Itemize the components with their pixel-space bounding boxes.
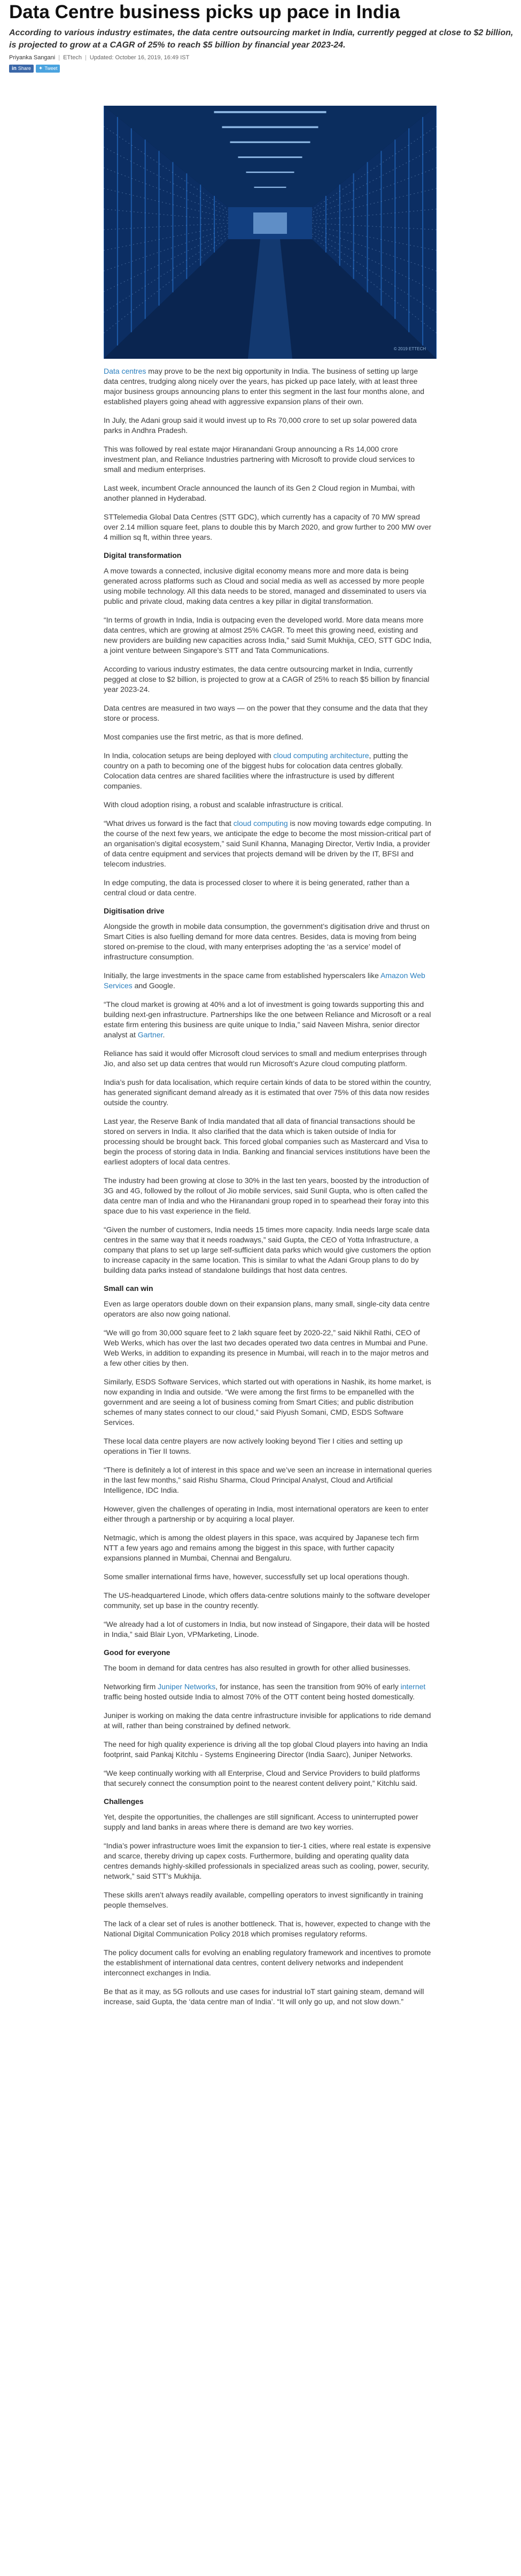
updated-timestamp: Updated: October 16, 2019, 16:49 IST: [89, 54, 190, 61]
paragraph-text: Juniper is working on making the data centre infrastructure invisible for applications to ride demand at will, rather than being constrained by defined network.: [104, 1711, 431, 1730]
section-heading: Digital transformation: [104, 551, 182, 560]
linkedin-share-button[interactable]: [9, 65, 34, 73]
paragraph-text: The need for high quality experience is driving all the top global Cloud players into having an India footprint, said Pankaj Kitchlu - Systems Engineering Director (India Saarc), Juniper Networks.: [104, 1740, 428, 1759]
article-paragraph: [104, 366, 432, 407]
paragraph-text: “What drives us forward is the fact that: [104, 819, 234, 828]
paragraph-text: The lack of a clear set of rules is another bottleneck. That is, however, expected to change with the National Digital Communication Policy 2018 which promises regulatory reforms.: [104, 1919, 431, 1938]
article-paragraph: [104, 1890, 432, 1910]
paragraph-text: Netmagic, which is among the oldest players in this space, was acquired by Japanese tech firm NTT a few years ago and remains among the biggest in this space, with further capacity expansions planned in Mumbai, Chennai and Bengaluru.: [104, 1533, 419, 1562]
share-label: Share: [18, 66, 31, 71]
section-heading: Small can win: [104, 1284, 153, 1293]
paragraph-text: The boom in demand for data centres has also resulted in growth for other allied businesses.: [104, 1664, 411, 1672]
paragraph-text: Yet, despite the opportunities, the challenges are still significant. Access to uninterrupted power supply and land banks in areas where there is demand are two key worries.: [104, 1813, 418, 1831]
article-standfirst: According to various industry estimates, the data centre outsourcing market in India, currently pegged at close to $2 billion, is projected to grow at a CAGR of 25% to reach $5 billion by financial year 2023-24.: [9, 28, 514, 50]
paragraph-text: Some smaller international firms have, however, successfully set up local operations though.: [104, 1572, 409, 1581]
paragraph-text: Last week, incumbent Oracle announced the launch of its Gen 2 Cloud region in Mumbai, with another planned in Hyderabad.: [104, 484, 415, 502]
article-paragraph: [104, 1572, 432, 1582]
article-paragraph: [104, 1663, 432, 1673]
paragraph-text: However, given the challenges of operating in India, most international operators are keen to enter either through a partnership or by acquiring a local player.: [104, 1504, 429, 1523]
paragraph-text: Similarly, ESDS Software Services, which started out with operations in Nashik, its home market, is now expanding in India and outside. “We were among the first firms to be empanelled with the government and are seeing a lot of business coming from Smart Cities; and public distribution schemes of many states connect to our cloud,” said Piyush Somani, CMD, ESDS Software Services.: [104, 1377, 431, 1427]
paragraph-text: “We already had a lot of customers in India, but now instead of Singapore, their data will be hosted in India,” said Blair Lyon, VPMarketing, Linode.: [104, 1620, 430, 1638]
paragraph-text: and Google.: [132, 981, 175, 990]
paragraph-text: Even as large operators double down on their expansion plans, many small, single-city data centre operators are also now going national.: [104, 1299, 430, 1318]
paragraph-text: These local data centre players are now actively looking beyond Tier I cities and setting up operations in Tier II towns.: [104, 1437, 403, 1455]
article-paragraph: [104, 921, 432, 962]
ceiling-light-strip: [254, 187, 286, 188]
paragraph-text: , for instance, has seen the transition from 90% of early: [215, 1682, 401, 1691]
article-paragraph: [104, 732, 432, 742]
paragraph-text: may prove to be the next big opportunity in India. The business of setting up large data centres, trudging along nicely over the years, has picked up pace lately, with at least three major business groups announcing plans to enter this segment in the last four months alone, and established players going ahead with aggressive expansion plans of their own.: [104, 367, 425, 406]
article-paragraph: [104, 512, 432, 542]
far-light: [253, 212, 287, 234]
article-paragraph: [104, 1077, 432, 1108]
inline-link[interactable]: Gartner: [137, 1030, 163, 1039]
paragraph-text: “India’s power infrastructure woes limit the expansion to tier-1 cities, where real estate is expensive and scarce, thereby driving up capex costs. Furthermore, building and operating quality data centres demands highly-skilled professionals in specialized areas such as cooling, power, security, network,” said STT’s Mukhija.: [104, 1841, 431, 1880]
paragraph-text: Be that as it may, as 5G rollouts and use cases for industrial IoT start gaining steam, demand will increase, said Gupta, the ‘data centre man of India’. “It will only go up, and not slow down.”: [104, 1987, 424, 2006]
section-heading: Digitisation drive: [104, 907, 165, 915]
paragraph-text: “The cloud market is growing at 40% and a lot of investment is going towards supporting this and building next-gen infrastructure. Partnerships like the one between Reliance and Microsoft or a real estate firm entering this business are quite unique to India,” said Naveen Mishra, senior director analyst at: [104, 1000, 431, 1039]
paragraph-text: Data centres are measured in two ways — on the power that they consume and the data that they store or process.: [104, 704, 428, 722]
article-paragraph: [104, 483, 432, 503]
article-paragraph: [104, 1504, 432, 1524]
paragraph-text: Last year, the Reserve Bank of India mandated that all data of financial transactions should be stored on servers in India. It also clarified that the data which is taken outside of India for processing should be brought back. This forced global companies such as Mastercard and Visa to begin the process of storing data in India. Banking and financial services institutions have been the earliest adopters of local data centres.: [104, 1117, 430, 1166]
image-credit: © 2019 ETTECH: [393, 346, 426, 351]
paragraph-text: STTelemedia Global Data Centres (STT GDC), which currently has a capacity of 70 MW spread over 2.14 million square feet, plans to double this by March 2020, and grow further to 200 MW over 4 million sq ft, within three years.: [104, 513, 432, 541]
article-paragraph: [104, 971, 432, 991]
hero-image: [104, 106, 437, 359]
article-paragraph: [104, 1436, 432, 1456]
ceiling-light-strip: [238, 156, 302, 158]
paragraph-text: According to various industry estimates, the data centre outsourcing market in India, currently pegged at close to $2 billion, is projected to grow at a CAGR of 25% to reach $5 billion by financial year 2023-24.: [104, 665, 430, 694]
paragraph-text: “We will go from 30,000 square feet to 2 lakh square feet by 2020-22,” said Nikhil Rathi, CEO of Web Werks, which has over the last two decades operated two data centres in Mumbai and Pune. Web Werks, in addition to expanding its presence in Mumbai, will reach in to the major metros and a few other cities by then.: [104, 1328, 429, 1367]
inline-link[interactable]: Amazon Web Services: [104, 971, 425, 990]
article-headline: Data Centre business picks up pace in India: [9, 2, 400, 22]
article-paragraph: [104, 1739, 432, 1760]
ceiling-light-strip: [230, 141, 310, 143]
paragraph-text: India’s push for data localisation, which require certain kinds of data to be stored within the country, has generated significant demand already as it is estimated that over 75% of this data now resides outside the country.: [104, 1078, 431, 1107]
twitter-icon: ✦: [38, 66, 43, 72]
paragraph-text: “We keep continually working with all Enterprise, Cloud and Service Providers to build platforms that securely connect the consumption point to the nearest content delivery point,” Kitchlu said.: [104, 1769, 420, 1787]
ceiling-light-strip: [222, 126, 318, 128]
paragraph-text: These skills aren’t always readily available, compelling operators to invest significantly in training people themselves.: [104, 1890, 423, 1909]
paragraph-text: The policy document calls for evolving an enabling regulatory framework and incentives to promote the establishment of international data centres, content delivery networks and independent interconnect exchanges in India.: [104, 1948, 431, 1977]
twitter-share-button[interactable]: [36, 65, 60, 73]
paragraph-text: A move towards a connected, inclusive digital economy means more and more data is being generated across platforms such as Cloud and social media as well as accessed by more people using mobile technology. All this data needs to be stored, managed and disseminated to users via public and private cloud, making data centres a key pillar in digital transformation.: [104, 566, 426, 605]
paragraph-text: With cloud adoption rising, a robust and scalable infrastructure is critical.: [104, 800, 344, 809]
article-paragraph: [104, 1225, 432, 1275]
article-paragraph: [104, 1711, 432, 1731]
paragraph-text: is now moving towards edge computing. In the course of the next few years, we anticipate the edge to become the most mission-critical part of an organisation’s digital ecosystem,” said Sunil Khanna, Managing Director, Vertiv India, a provider of data centre equipment and services that projects demand will be driven by the IT, BFSI and telecom industries.: [104, 819, 432, 868]
paragraph-text: “In terms of growth in India, India is outpacing even the developed world. More data means more data centres, which are growing at almost 25% CAGR. To meet this growing need, existing and new providers are building new capacities across India,” said Sumit Mukhija, CEO, STT GDC India, a joint venture between Singapore’s STT and Tata Communications.: [104, 616, 432, 655]
tweet-label: Tweet: [44, 66, 58, 71]
article-paragraph: [104, 1768, 432, 1789]
paragraph-text: This was followed by real estate major Hiranandani Group announcing a Rs 14,000 crore investment plan, and Reliance Industries partnering with Microsoft to provide cloud services to small and medium enterprises.: [104, 445, 415, 474]
inline-link[interactable]: cloud computing architecture: [273, 751, 369, 760]
article-paragraph: [104, 1116, 432, 1167]
paragraph-text: In India, colocation setups are being deployed with: [104, 751, 274, 760]
paragraph-text: , putting the country on a path to becoming one of the biggest hubs for colocation data centres globally. Colocation data centres are shared facilities where the infrastructure is used by different companies.: [104, 751, 408, 790]
inline-link[interactable]: Data centres: [104, 367, 146, 375]
paragraph-text: Reliance has said it would offer Microsoft cloud services to small and medium enterprises through Jio, and also set up data centres that would run Microsoft’s Azure cloud computing platform.: [104, 1049, 427, 1068]
article-body: [104, 366, 432, 2015]
article-paragraph: [104, 1841, 432, 1881]
article-paragraph: [104, 751, 432, 791]
article-paragraph: [104, 818, 432, 869]
article-paragraph: [104, 1176, 432, 1216]
share-bar: [9, 65, 60, 73]
byline-separator: |: [84, 54, 87, 61]
article-paragraph: [104, 703, 432, 723]
byline: [9, 54, 189, 61]
article-paragraph: [104, 1948, 432, 1978]
article-paragraph: [104, 1919, 432, 1939]
paragraph-text: Most companies use the first metric, as that is more defined.: [104, 732, 304, 741]
paragraph-text: In July, the Adani group said it would invest up to Rs 70,000 crore to set up solar powered data parks in Andhra Pradesh.: [104, 416, 417, 435]
inline-link[interactable]: internet: [400, 1682, 426, 1691]
author-name[interactable]: Priyanka Sangani: [9, 54, 56, 61]
ceiling-light-strip: [246, 171, 294, 173]
inline-link[interactable]: cloud computing: [233, 819, 288, 828]
article-paragraph: [104, 1299, 432, 1319]
article-paragraph: [104, 1682, 432, 1702]
byline-separator: |: [58, 54, 60, 61]
paragraph-text: The industry had been growing at close to 30% in the last ten years, boosted by the introduction of 3G and 4G, followed by the rollout of Jio mobile services, said Sunil Gupta, who is often called the data centre man of India and who the Hiranandani group roped in to spearhead their foray into this space due to his vast experience in the field.: [104, 1176, 429, 1215]
article-paragraph: [104, 444, 432, 475]
article-paragraph: [104, 1987, 432, 2007]
article-paragraph: [104, 1465, 432, 1495]
paragraph-text: The US-headquartered Linode, which offers data-centre solutions mainly to the software developer community, set up base in the country recently.: [104, 1591, 430, 1610]
paragraph-text: “There is definitely a lot of interest in this space and we’ve seen an increase in international queries in the last few months,” said Rishu Sharma, Cloud Principal Analyst, Cloud and Artificial Intelligence, IDC India.: [104, 1466, 432, 1494]
section-heading: Good for everyone: [104, 1648, 170, 1657]
article-paragraph: [104, 999, 432, 1040]
source-name[interactable]: ETtech: [63, 54, 82, 61]
article-paragraph: [104, 1377, 432, 1428]
article-paragraph: [104, 1533, 432, 1563]
article-paragraph: [104, 664, 432, 695]
article-paragraph: [104, 878, 432, 898]
paragraph-text: Networking firm: [104, 1682, 158, 1691]
datacentre-corridor-illustration: [104, 106, 437, 359]
paragraph-text: “Given the number of customers, India needs 15 times more capacity. India needs large scale data centres in the same way that it needs roadways,” said Gupta, the CEO of Yotta Infrastructure, a company that plans to set up large self-sufficient data parks which would give customers the option to increase capacity in the same location. This is similar to what the Adani Group plans to do by building data parks instead of standalone buildings that host data centres.: [104, 1225, 431, 1274]
paragraph-text: traffic being hosted outside India to almost 70% of the OTT content being hosted domestically.: [104, 1692, 415, 1701]
article-paragraph: [104, 1328, 432, 1368]
article-paragraph: [104, 1619, 432, 1640]
paragraph-text: Initially, the large investments in the space came from established hyperscalers like: [104, 971, 380, 980]
section-heading: Challenges: [104, 1797, 144, 1806]
ceiling-light-strip: [214, 111, 326, 113]
paragraph-text: In edge computing, the data is processed closer to where it is being generated, rather than a central cloud or data centre.: [104, 878, 410, 897]
article-paragraph: [104, 415, 432, 436]
article-paragraph: [104, 1812, 432, 1832]
article-paragraph: [104, 800, 432, 810]
paragraph-text: Alongside the growth in mobile data consumption, the government’s digitisation drive and thrust on Smart Cities is also fuelling demand for more data centres. Besides, data is moving from being stored on-premise to the cloud, with many enterprises adopting the ‘as a service’ model of infrastructure consumption.: [104, 922, 430, 961]
inline-link[interactable]: Juniper Networks: [158, 1682, 216, 1691]
article-paragraph: [104, 615, 432, 656]
article-paragraph: [104, 1590, 432, 1611]
linkedin-icon: in: [12, 66, 17, 72]
article-paragraph: [104, 1049, 432, 1069]
paragraph-text: .: [162, 1030, 165, 1039]
article-paragraph: [104, 566, 432, 606]
